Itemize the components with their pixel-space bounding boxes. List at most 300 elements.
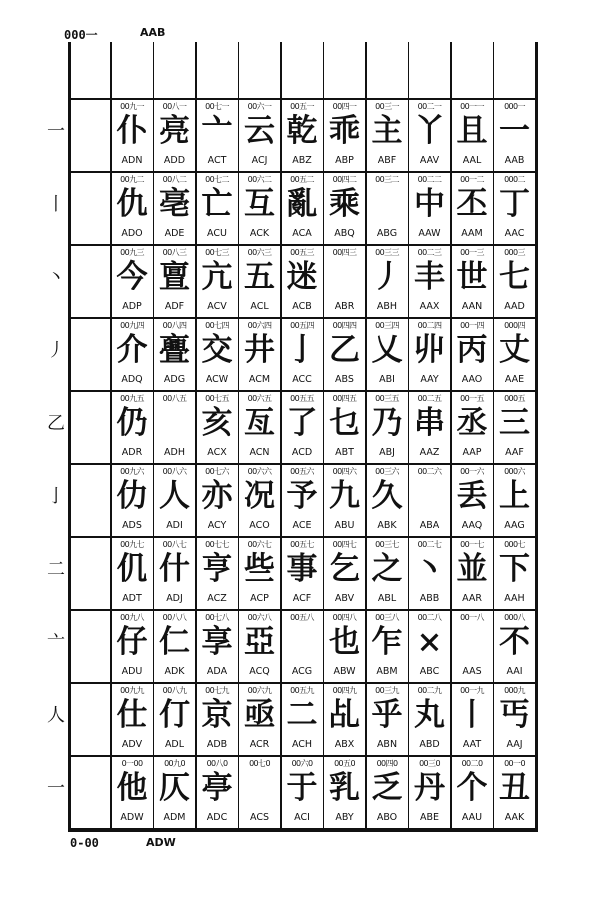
margin-radical-mark: 一 bbox=[47, 121, 65, 142]
cell-code-number: 00七七 bbox=[205, 540, 229, 549]
cell-label: ACW bbox=[205, 374, 229, 385]
margin-radical-mark: 亅 bbox=[47, 486, 65, 507]
radical-margin bbox=[0, 100, 68, 830]
cell-character: 予 bbox=[286, 478, 318, 514]
cell-character: 乂 bbox=[371, 332, 403, 368]
cell-character: 亢 bbox=[201, 259, 233, 295]
cell-character: 之 bbox=[371, 551, 403, 587]
cell-code-number: 00七九 bbox=[205, 686, 229, 695]
cell-character: 三 bbox=[499, 405, 530, 441]
cell-code-number: 000八 bbox=[504, 613, 525, 622]
cell-label: ADE bbox=[164, 228, 185, 239]
cell-code-number: 00六六 bbox=[247, 467, 272, 476]
cell-label: AAH bbox=[504, 593, 525, 604]
cell-label: ACT bbox=[207, 155, 227, 166]
cell-code-number: 00三五 bbox=[375, 394, 399, 403]
cell-label: ADK bbox=[164, 666, 185, 677]
table-cell bbox=[451, 100, 493, 173]
cell-code-number: 00一一 bbox=[460, 102, 484, 111]
cell-character: 了 bbox=[286, 405, 318, 441]
margin-radical-mark: 一 bbox=[47, 778, 65, 799]
cell-character: 二 bbox=[286, 697, 318, 733]
cell-character: 丢 bbox=[456, 478, 488, 514]
table-cell bbox=[154, 684, 196, 757]
cell-code-number: 000五 bbox=[504, 394, 525, 403]
cell-character: 下 bbox=[499, 551, 530, 587]
cell-label: ADT bbox=[122, 593, 142, 604]
cell-code-number: 00四0 bbox=[376, 759, 398, 768]
cell-label: ACL bbox=[250, 301, 269, 312]
table-cell bbox=[366, 465, 408, 538]
cell-label: ABX bbox=[334, 739, 355, 750]
table-cell bbox=[409, 684, 451, 757]
cell-code-number: 00九六 bbox=[120, 467, 144, 476]
cell-label: ACS bbox=[250, 812, 269, 823]
table-cell bbox=[239, 757, 281, 830]
table-cell bbox=[366, 684, 408, 757]
cell-character: 丱 bbox=[414, 332, 445, 368]
cell-code-number: 00七四 bbox=[205, 321, 229, 330]
table-cell bbox=[366, 611, 408, 684]
table-cell bbox=[366, 538, 408, 611]
cell-code-number: 00四一 bbox=[332, 102, 357, 111]
cell-code-number: 00六五 bbox=[247, 394, 272, 403]
table-cell bbox=[324, 611, 366, 684]
cell-label: ACB bbox=[292, 301, 312, 312]
cell-code-number: 00五二 bbox=[290, 175, 314, 184]
cell-code-number: 00五四 bbox=[290, 321, 314, 330]
cell-label: ABY bbox=[335, 812, 354, 823]
table-cell bbox=[494, 392, 536, 465]
cell-code-number: 00四九 bbox=[332, 686, 357, 695]
cell-label: ABC bbox=[419, 666, 440, 677]
table-cell bbox=[239, 319, 281, 392]
table-cell bbox=[366, 392, 408, 465]
cell-code-number: 000三 bbox=[504, 248, 525, 257]
cell-code-number: 00五三 bbox=[290, 248, 314, 257]
cell-character: 亞 bbox=[244, 624, 275, 660]
cell-code-number: 00二二 bbox=[417, 175, 442, 184]
cell-character: 丑 bbox=[499, 770, 530, 806]
table-cell bbox=[366, 173, 408, 246]
cell-character: 亟 bbox=[244, 697, 275, 733]
cell-code-number: 00二四 bbox=[417, 321, 442, 330]
table-cell bbox=[409, 538, 451, 611]
cell-code-number: 00五八 bbox=[290, 613, 314, 622]
cell-character: 亨 bbox=[201, 551, 233, 587]
cell-label: ACR bbox=[249, 739, 270, 750]
margin-radical-mark: 亠 bbox=[47, 632, 65, 653]
cell-code-number: 000九 bbox=[504, 686, 525, 695]
cell-label: AAW bbox=[418, 228, 441, 239]
cell-label: ABZ bbox=[292, 155, 312, 166]
table-cell bbox=[324, 538, 366, 611]
cell-code-number: 00五五 bbox=[290, 394, 314, 403]
cell-character: 井 bbox=[244, 332, 275, 368]
cell-code-number: 00六三 bbox=[247, 248, 272, 257]
cell-code-number: 00二六 bbox=[417, 467, 442, 476]
cell-label: AAI bbox=[506, 666, 523, 677]
cell-label: ADW bbox=[120, 812, 144, 823]
table-cell bbox=[324, 173, 366, 246]
cell-label: ADH bbox=[164, 447, 185, 458]
cell-character: 乏 bbox=[371, 770, 403, 806]
cell-character: 丰 bbox=[414, 259, 445, 295]
cell-label: AAO bbox=[461, 374, 483, 385]
table-cell bbox=[154, 611, 196, 684]
cell-label: ACF bbox=[292, 593, 312, 604]
cell-character: 乳 bbox=[329, 770, 360, 806]
cell-character: 亠 bbox=[201, 113, 233, 149]
cell-label: ACO bbox=[249, 520, 270, 531]
cell-label: ACQ bbox=[249, 666, 270, 677]
cell-character: 中 bbox=[414, 186, 445, 222]
cell-character: 况 bbox=[244, 478, 275, 514]
cell-code-number: 00八四 bbox=[162, 321, 187, 330]
cell-label: AAF bbox=[505, 447, 524, 458]
margin-radical-mark: 丨 bbox=[47, 194, 65, 215]
cell-character: 些 bbox=[244, 551, 275, 587]
cell-label: ACN bbox=[249, 447, 270, 458]
cell-code-number: 000四 bbox=[504, 321, 525, 330]
cell-character: 乞 bbox=[329, 551, 360, 587]
cell-label: ABS bbox=[335, 374, 354, 385]
cell-code-number: 000六 bbox=[504, 467, 525, 476]
cell-label: ADC bbox=[206, 812, 228, 823]
cell-character: 並 bbox=[456, 551, 488, 587]
table-cell bbox=[281, 392, 323, 465]
cell-character: 享 bbox=[201, 624, 233, 660]
cell-code-number: 00二0 bbox=[461, 759, 483, 768]
cell-code-number: 00八0 bbox=[206, 759, 228, 768]
cell-code-number: 00二八 bbox=[417, 613, 442, 622]
cell-code-number: 00六二 bbox=[247, 175, 272, 184]
cell-character: 仉 bbox=[116, 551, 148, 587]
table-cell bbox=[196, 173, 238, 246]
margin-radical-mark: 乙 bbox=[47, 413, 65, 434]
table-cell bbox=[366, 100, 408, 173]
cell-character: 也 bbox=[329, 624, 360, 660]
cell-code-number: 00四七 bbox=[332, 540, 357, 549]
cell-code-number: 00三七 bbox=[375, 540, 399, 549]
cell-code-number: 00六0 bbox=[291, 759, 313, 768]
table-cell bbox=[281, 465, 323, 538]
cell-label: ABF bbox=[377, 155, 397, 166]
cell-code-number: 0一00 bbox=[121, 759, 143, 768]
cell-code-number: 00三四 bbox=[375, 321, 399, 330]
table-cell bbox=[494, 757, 536, 830]
cell-label: AAR bbox=[462, 593, 482, 604]
cell-character: 主 bbox=[371, 113, 403, 149]
cell-character: 丸 bbox=[414, 697, 445, 733]
cell-character: 乾 bbox=[286, 113, 318, 149]
cell-label: ACC bbox=[292, 374, 312, 385]
table-cell bbox=[111, 319, 153, 392]
table-cell bbox=[281, 173, 323, 246]
cell-label: ADS bbox=[122, 520, 142, 531]
margin-radical-mark: 二 bbox=[47, 559, 65, 580]
table-cell bbox=[494, 611, 536, 684]
cell-label: ADJ bbox=[166, 593, 183, 604]
cell-label: AAP bbox=[462, 447, 482, 458]
cell-character: 仔 bbox=[116, 624, 148, 660]
table-cell bbox=[324, 757, 366, 830]
cell-label: ACK bbox=[249, 228, 270, 239]
cell-code-number: 00八一 bbox=[162, 102, 187, 111]
cell-code-number: 00六七 bbox=[247, 540, 272, 549]
cell-code-number: 00五六 bbox=[290, 467, 314, 476]
table-cell bbox=[196, 611, 238, 684]
table-cell bbox=[154, 246, 196, 319]
table-cell bbox=[239, 611, 281, 684]
cell-character: 互 bbox=[244, 186, 275, 222]
cell-label: ABU bbox=[334, 520, 355, 531]
cell-label: AAU bbox=[461, 812, 483, 823]
page-footer-label: ADW bbox=[146, 836, 176, 849]
cell-label: AAN bbox=[461, 301, 483, 312]
cell-label: ABB bbox=[419, 593, 440, 604]
table-cell bbox=[239, 173, 281, 246]
cell-character: 丿 bbox=[371, 259, 403, 295]
cell-code-number: 00九九 bbox=[120, 686, 144, 695]
cell-label: ACP bbox=[250, 593, 269, 604]
cell-code-number: 00八八 bbox=[162, 613, 187, 622]
cell-code-number: 00九八 bbox=[120, 613, 144, 622]
cell-character: 乍 bbox=[371, 624, 403, 660]
table-cell bbox=[239, 684, 281, 757]
cell-label: AAJ bbox=[506, 739, 523, 750]
table-cell bbox=[366, 319, 408, 392]
table-cell bbox=[111, 538, 153, 611]
cell-character: 九 bbox=[329, 478, 360, 514]
table-cell bbox=[451, 246, 493, 319]
cell-code-number: 00一五 bbox=[460, 394, 484, 403]
table-cell bbox=[494, 173, 536, 246]
table-cell bbox=[409, 319, 451, 392]
cell-label: ADP bbox=[122, 301, 142, 312]
cell-code-number: 00八三 bbox=[162, 248, 187, 257]
cell-character: 亂 bbox=[286, 186, 318, 222]
table-cell bbox=[196, 319, 238, 392]
cell-code-number: 000二 bbox=[504, 175, 525, 184]
table-cell bbox=[111, 465, 153, 538]
cell-code-number: 00五0 bbox=[334, 759, 355, 768]
cell-character: 乙 bbox=[329, 332, 360, 368]
table-cell bbox=[451, 757, 493, 830]
table-cell bbox=[196, 246, 238, 319]
cell-label: ABR bbox=[334, 301, 355, 312]
cell-label: ACE bbox=[292, 520, 312, 531]
table-cell bbox=[281, 611, 323, 684]
margin-radical-mark: 人 bbox=[47, 705, 65, 726]
cell-code-number: 00五七 bbox=[290, 540, 314, 549]
cell-label: ACU bbox=[207, 228, 227, 239]
cell-character: 介 bbox=[116, 332, 148, 368]
cell-label: ADD bbox=[163, 155, 186, 166]
cell-label: AAG bbox=[504, 520, 525, 531]
table-cell bbox=[451, 465, 493, 538]
cell-label: AAT bbox=[462, 739, 482, 750]
cell-code-number: 000七 bbox=[504, 540, 525, 549]
cell-code-number: 00三六 bbox=[375, 467, 399, 476]
cell-code-number: 00一八 bbox=[460, 613, 484, 622]
cell-character: 迷 bbox=[286, 259, 318, 295]
table-cell bbox=[409, 465, 451, 538]
table-cell bbox=[154, 757, 196, 830]
cell-code-number: 00四四 bbox=[332, 321, 357, 330]
cell-code-number: 00九0 bbox=[164, 759, 185, 768]
cell-label: AAE bbox=[504, 374, 525, 385]
table-cell bbox=[324, 684, 366, 757]
cell-character: 今 bbox=[116, 259, 148, 295]
cell-label: ADA bbox=[206, 666, 228, 677]
cell-label: ABG bbox=[376, 228, 398, 239]
cell-label: ADU bbox=[121, 666, 143, 677]
cell-label: ADI bbox=[166, 520, 183, 531]
cell-character: 乜 bbox=[329, 405, 360, 441]
cell-character: 乎 bbox=[371, 697, 403, 733]
cell-label: AAQ bbox=[461, 520, 483, 531]
cell-label: ACM bbox=[248, 374, 271, 385]
cell-code-number: 00一七 bbox=[460, 540, 484, 549]
table-cell bbox=[324, 100, 366, 173]
cell-label: ACI bbox=[294, 812, 310, 823]
cell-character: 事 bbox=[286, 551, 318, 587]
cell-code-number: 00八六 bbox=[162, 467, 187, 476]
cell-label: ADF bbox=[164, 301, 185, 312]
cell-label: AAL bbox=[462, 155, 482, 166]
cell-character: 亅 bbox=[286, 332, 318, 368]
cell-character: 丙 bbox=[456, 332, 488, 368]
cell-code-number: 00六一 bbox=[247, 102, 272, 111]
cell-label: ABL bbox=[377, 593, 397, 604]
cell-label: ABA bbox=[419, 520, 440, 531]
table-cell bbox=[154, 173, 196, 246]
cell-character: 亮 bbox=[159, 113, 190, 149]
cell-code-number: 00九四 bbox=[120, 321, 144, 330]
table-cell bbox=[111, 684, 153, 757]
table-cell bbox=[239, 538, 281, 611]
cell-label: ACH bbox=[291, 739, 313, 750]
cell-character: 仕 bbox=[116, 697, 148, 733]
character-code-table bbox=[68, 42, 538, 832]
cell-label: ABK bbox=[377, 520, 397, 531]
cell-code-number: 00二九 bbox=[417, 686, 442, 695]
table-cell bbox=[494, 100, 536, 173]
cell-label: ADO bbox=[121, 228, 143, 239]
table-cell bbox=[281, 684, 323, 757]
cell-character: 五 bbox=[244, 259, 275, 295]
cell-code-number: 00四三 bbox=[332, 248, 357, 257]
cell-label: ABV bbox=[334, 593, 355, 604]
cell-code-number: 00七八 bbox=[205, 613, 229, 622]
table-cell bbox=[239, 465, 281, 538]
cell-character: 亭 bbox=[201, 770, 233, 806]
cell-character: 丁 bbox=[499, 186, 530, 222]
cell-character: 串 bbox=[414, 405, 445, 441]
table-cell bbox=[154, 100, 196, 173]
table-cell bbox=[409, 246, 451, 319]
table-cell bbox=[409, 100, 451, 173]
cell-code-number: 00七六 bbox=[205, 467, 229, 476]
table-cell bbox=[196, 538, 238, 611]
table-cell bbox=[494, 246, 536, 319]
cell-character: 亶 bbox=[159, 259, 190, 295]
table-cell bbox=[281, 319, 323, 392]
cell-code-number: 00七三 bbox=[205, 248, 229, 257]
cell-label: ABP bbox=[335, 155, 354, 166]
cell-character: 他 bbox=[116, 770, 148, 806]
table-cell bbox=[281, 246, 323, 319]
cell-character: 仇 bbox=[116, 186, 148, 222]
table-cell bbox=[154, 538, 196, 611]
cell-code-number: 00二一 bbox=[417, 102, 442, 111]
cell-label: AAV bbox=[419, 155, 440, 166]
cell-label: AAM bbox=[461, 228, 483, 239]
cell-character: 云 bbox=[244, 113, 275, 149]
cell-label: ACX bbox=[207, 447, 227, 458]
cell-label: ADQ bbox=[121, 374, 143, 385]
cell-code-number: 00五九 bbox=[290, 686, 314, 695]
cell-character: 久 bbox=[371, 478, 403, 514]
cell-label: ACJ bbox=[251, 155, 268, 166]
table-cell bbox=[196, 465, 238, 538]
cell-code-number: 00四五 bbox=[332, 394, 357, 403]
cell-code-number: 00九二 bbox=[120, 175, 144, 184]
table-cell bbox=[154, 319, 196, 392]
table-cell bbox=[494, 538, 536, 611]
table-cell bbox=[239, 246, 281, 319]
table-cell bbox=[409, 173, 451, 246]
cell-code-number: 00八七 bbox=[162, 540, 187, 549]
cell-code-number: 00七二 bbox=[205, 175, 229, 184]
cell-label: ABI bbox=[379, 374, 395, 385]
cell-label: ADR bbox=[121, 447, 143, 458]
cell-code-number: 00九五 bbox=[120, 394, 144, 403]
table-cell bbox=[494, 465, 536, 538]
margin-radical-mark: 丶 bbox=[47, 267, 65, 288]
cell-label: ABE bbox=[419, 812, 440, 823]
margin-radical-mark: 丿 bbox=[47, 340, 65, 361]
cell-label: AAC bbox=[504, 228, 525, 239]
cell-character: 亙 bbox=[244, 405, 275, 441]
cell-code-number: 00六八 bbox=[247, 613, 272, 622]
table-cell bbox=[366, 757, 408, 830]
table-cell bbox=[111, 173, 153, 246]
cell-character: 丨 bbox=[456, 697, 488, 733]
cell-label: ABO bbox=[376, 812, 398, 823]
table-cell bbox=[239, 392, 281, 465]
cell-label: ABD bbox=[419, 739, 440, 750]
cell-code-number: 00六九 bbox=[247, 686, 272, 695]
cell-code-number: 00四二 bbox=[332, 175, 357, 184]
cell-label: ADB bbox=[206, 739, 228, 750]
cell-label: AAB bbox=[504, 155, 525, 166]
cell-label: AAS bbox=[462, 666, 482, 677]
table-cell bbox=[196, 100, 238, 173]
table-cell bbox=[111, 100, 153, 173]
cell-code-number: 00七一 bbox=[205, 102, 229, 111]
cell-character: 乖 bbox=[329, 113, 360, 149]
table-cell bbox=[196, 392, 238, 465]
cell-label: ADG bbox=[163, 374, 186, 385]
table-cell bbox=[111, 392, 153, 465]
cell-label: ACA bbox=[292, 228, 312, 239]
table-cell bbox=[409, 392, 451, 465]
cell-character: 亳 bbox=[159, 186, 190, 222]
cell-code-number: 00三二 bbox=[375, 175, 399, 184]
table-cell bbox=[281, 538, 323, 611]
